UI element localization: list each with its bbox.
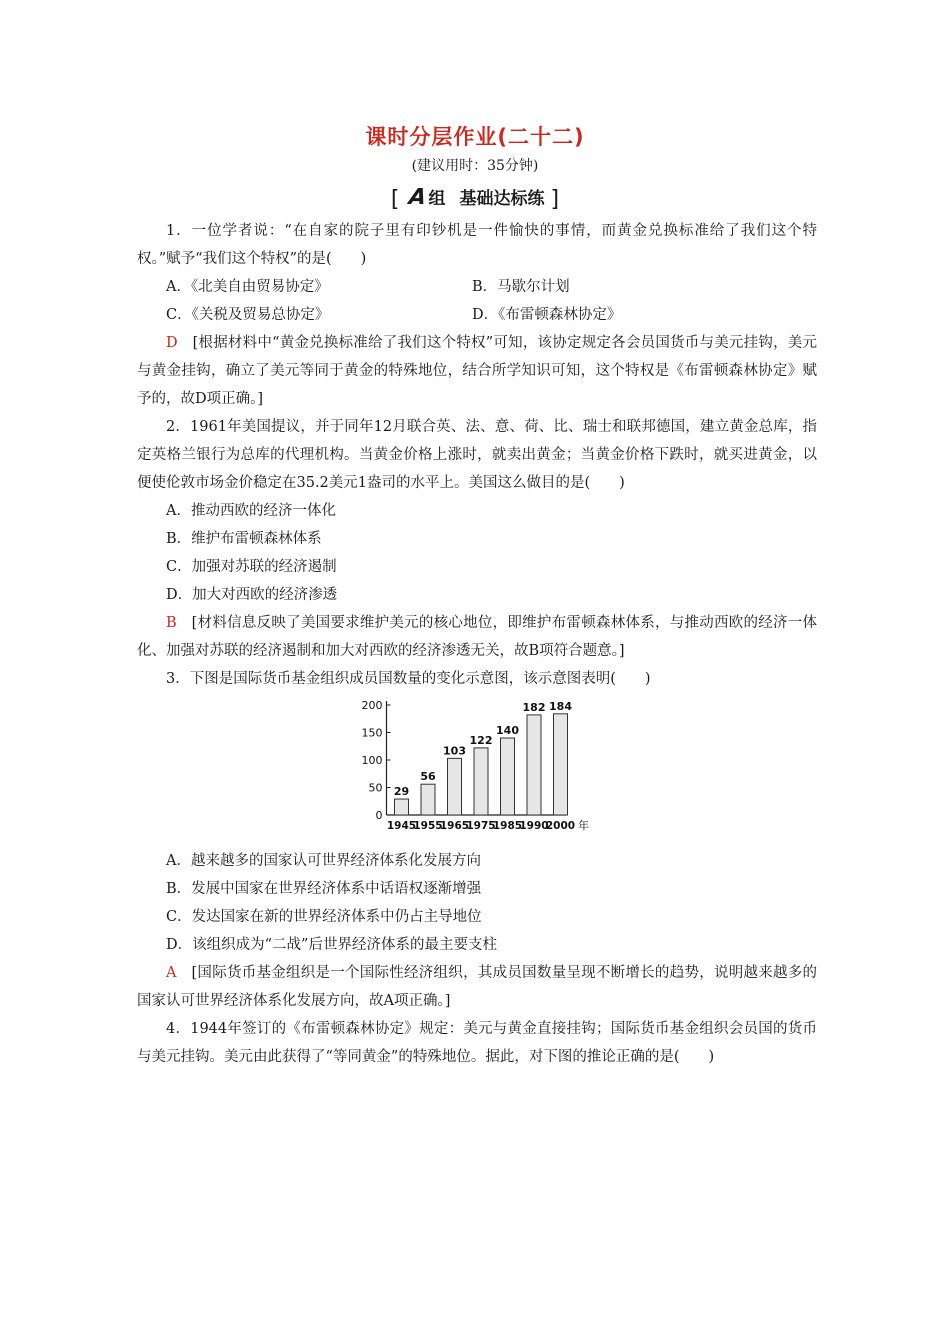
y-tick-label: 150 xyxy=(361,726,383,740)
bar xyxy=(448,758,462,815)
explanation-text: [根据材料中“黄金兑换标准给了我们这个特权”可知，该协定规定各会员国货币与美元挂钩，美元与黄金挂钩，确立了美元等同于黄金的特殊地位，结合所学知识可知，这个特权是《布雷顿森林协定》赋予的，故D项正确。] xyxy=(137,335,818,407)
question-1 xyxy=(137,217,817,413)
y-tick-label: 100 xyxy=(361,754,383,767)
x-tick-label: 1975 xyxy=(466,820,496,832)
y-tick-label: 50 xyxy=(368,781,383,795)
answer-explanation xyxy=(137,609,817,665)
question-stem: 1．一位学者说：“在自家的院子里有印钞机是一件愉快的事情，而黄金兑换标准给了我们这个特权。”赋予“我们这个特权”的是( ) xyxy=(137,223,817,267)
bar xyxy=(421,784,435,815)
bar xyxy=(395,799,409,815)
bar xyxy=(527,715,541,815)
data-label: 122 xyxy=(469,733,493,747)
bar xyxy=(554,714,568,815)
option-a: A．越来越多的国家认可世界经济体系化发展方向 xyxy=(166,853,481,869)
answer-letter: A xyxy=(166,965,177,981)
x-tick-label: 1990 xyxy=(519,820,549,832)
bracket-close: ] xyxy=(550,187,560,212)
explanation-text: [国际货币基金组织是一个国际性经济组织，其成员国数量呈现不断增长的趋势，说明越来越多的国家认可世界经济体系化发展方向，故A项正确。] xyxy=(137,965,818,1009)
question-2 xyxy=(137,413,817,665)
x-tick-label: 1945 xyxy=(386,820,417,832)
answer-letter: D xyxy=(166,335,178,351)
option-c: C．加强对苏联的经济遏制 xyxy=(166,559,337,575)
y-tick-label: 0 xyxy=(375,809,383,822)
data-label: 103 xyxy=(443,744,466,758)
group-label: 组 xyxy=(428,189,446,209)
explanation-text: [材料信息反映了美国要求维护美元的核心地位，即维护布雷顿森林体系，与推动西欧的经济一体化、加强对苏联的经济遏制和加大对西欧的经济渗透无关，故B项符合题意。] xyxy=(137,615,818,659)
question-list xyxy=(137,217,817,1071)
imf-members-figure xyxy=(137,695,817,843)
answer-letter: B xyxy=(166,615,177,631)
data-label: 184 xyxy=(549,699,572,713)
question-stem: 2．1961年美国提议，并于同年12月联合英、法、意、荷、比、瑞士和联邦德国，建立黄金总库，指定英格兰银行为总库的代理机构。当黄金价格上涨时，就卖出黄金；当黄金价格下跌时，就买进黄金，以便使伦敦市场金价稳定在35.2美元1盎司的水平上。美国这么做目的是( ) xyxy=(137,419,817,491)
bracket-open: [ xyxy=(390,187,400,212)
answer-explanation xyxy=(137,329,817,413)
option-a: A．《北美自由贸易协定》 xyxy=(166,279,329,295)
data-label: 182 xyxy=(522,700,546,714)
x-tick-label: 1965 xyxy=(439,820,470,832)
x-axis-unit: 年 xyxy=(578,819,589,832)
y-tick-label: 200 xyxy=(361,699,383,712)
data-label: 29 xyxy=(393,785,410,799)
question-stem: 4．1944年签订的《布雷顿森林协定》规定：美元与黄金直接挂钩；国际货币基金组织会员国的货币与美元挂钩。美元由此获得了“等同黄金”的特殊地位。据此，对下图的推论正确的是( ) xyxy=(137,1021,817,1065)
x-tick-label: 1955 xyxy=(413,820,443,832)
question-3 xyxy=(137,665,817,1015)
option-d: D．加大对西欧的经济渗透 xyxy=(166,587,338,603)
answer-explanation xyxy=(137,959,817,1015)
option-d: D．该组织成为“二战”后世界经济体系的最主要支柱 xyxy=(166,937,497,953)
option-c: C．发达国家在新的世界经济体系中仍占主导地位 xyxy=(166,909,482,925)
x-tick-label: 1985 xyxy=(492,820,523,832)
suggested-time: (建议用时：35分钟) xyxy=(411,158,539,174)
group-a-badge: A xyxy=(407,185,429,210)
option-a: A．推动西欧的经济一体化 xyxy=(166,503,336,519)
bar xyxy=(501,738,515,815)
option-c: C．《关税及贸易总协定》 xyxy=(166,307,330,323)
question-stem: 3．下图是国际货币基金组织成员国数量的变化示意图，该示意图表明( ) xyxy=(166,671,651,687)
x-tick-label: 2000 xyxy=(545,820,576,832)
question-4 xyxy=(137,1015,817,1071)
bar xyxy=(474,748,488,815)
section-header xyxy=(0,184,950,212)
option-b: B．发展中国家在世界经济体系中话语权逐渐增强 xyxy=(166,881,482,897)
option-b: B．马歇尔计划 xyxy=(472,279,570,295)
data-label: 140 xyxy=(496,724,519,737)
option-b: B．维护布雷顿森林体系 xyxy=(166,531,322,547)
option-d: D．《布雷顿森林协定》 xyxy=(472,307,622,323)
imf-members-chart xyxy=(356,695,596,841)
data-label: 56 xyxy=(420,770,436,784)
page-title: 课时分层作业(二十二) xyxy=(365,125,585,149)
section-name: 基础达标练 xyxy=(459,189,545,209)
